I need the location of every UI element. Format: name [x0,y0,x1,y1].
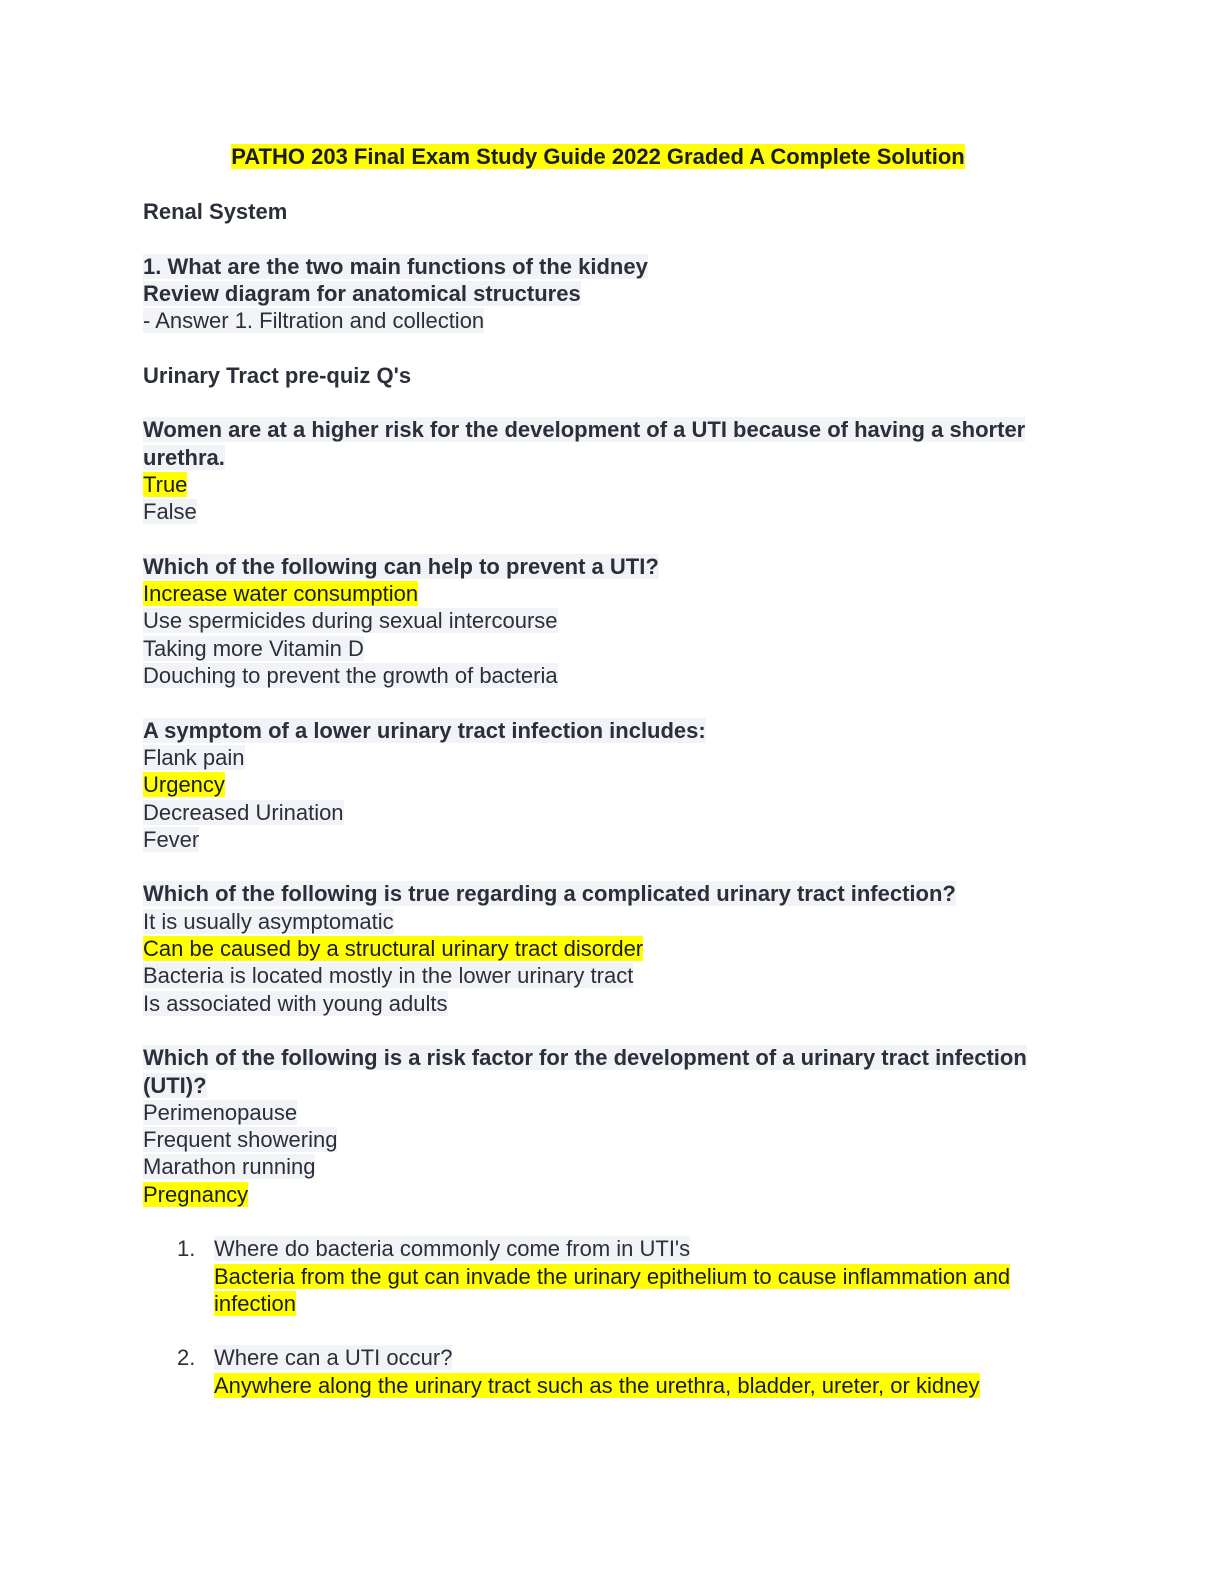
numbered-item-answer: Anywhere along the urinary tract such as the urethra, bladder, ureter, or kidney [214,1372,980,1398]
numbered-item-answer: Bacteria from the gut can invade the urinary epithelium to cause inflammation and infection [214,1263,1011,1316]
intro-question-block [143,253,1053,335]
quiz-option: Is associated with young adults [143,990,448,1016]
quiz-question-block [143,1044,1053,1208]
quiz-option: Bacteria is located mostly in the lower urinary tract [143,963,634,989]
quiz-option: Decreased Urination [143,799,344,825]
quiz-question-text: A symptom of a lower urinary tract infection includes: [143,717,706,743]
subsection-heading: Urinary Tract pre-quiz Q's [143,362,412,388]
quiz-option-correct: Increase water consumption [143,581,419,607]
quiz-question-block [143,717,1053,853]
quiz-option: Frequent showering [143,1127,338,1153]
numbered-item [143,1235,1053,1317]
quiz-option: False [143,499,197,525]
item-number: 1. [177,1236,196,1262]
quiz-question-block [143,880,1053,1016]
quiz-option: Taking more Vitamin D [143,635,364,661]
quiz-question-text: Which of the following is a risk factor for the development of a urinary tract infection (UTI)? [143,1045,1027,1098]
quiz-option-correct: Pregnancy [143,1181,249,1207]
quiz-option: Fever [143,826,200,852]
quiz-option-correct: True [143,471,188,497]
numbered-question-list [143,1235,1053,1399]
document-page [143,143,1053,1426]
quiz-option-correct: Urgency [143,772,225,798]
numbered-item [143,1344,1053,1399]
quiz-option: Marathon running [143,1154,316,1180]
intro-question-line-1: 1. What are the two main functions of the kidney [143,253,648,279]
quiz-question-text: Women are at a higher risk for the development of a UTI because of having a shorter urethra. [143,417,1026,470]
quiz-option: It is usually asymptomatic [143,908,394,934]
intro-answer: - Answer 1. Filtration and collection [143,308,485,334]
quiz-question-text: Which of the following can help to prevent a UTI? [143,553,659,579]
quiz-option: Perimenopause [143,1099,298,1125]
intro-question-line-2: Review diagram for anatomical structures [143,280,581,306]
quiz-option-correct: Can be caused by a structural urinary tract disorder [143,936,644,962]
document-title: PATHO 203 Final Exam Study Guide 2022 Graded A Complete Solution [231,144,965,169]
quiz-question-block [143,416,1053,525]
quiz-option: Douching to prevent the growth of bacteria [143,663,558,689]
quiz-question-text: Which of the following is true regarding a complicated urinary tract infection? [143,881,956,907]
item-number: 2. [177,1345,196,1371]
section-heading: Renal System [143,199,288,224]
quiz-option: Use spermicides during sexual intercourse [143,608,558,634]
numbered-item-question: Where do bacteria commonly come from in UTI's [214,1236,691,1262]
numbered-item-question: Where can a UTI occur? [214,1345,453,1371]
quiz-question-block [143,553,1053,689]
quiz-option: Flank pain [143,744,245,770]
